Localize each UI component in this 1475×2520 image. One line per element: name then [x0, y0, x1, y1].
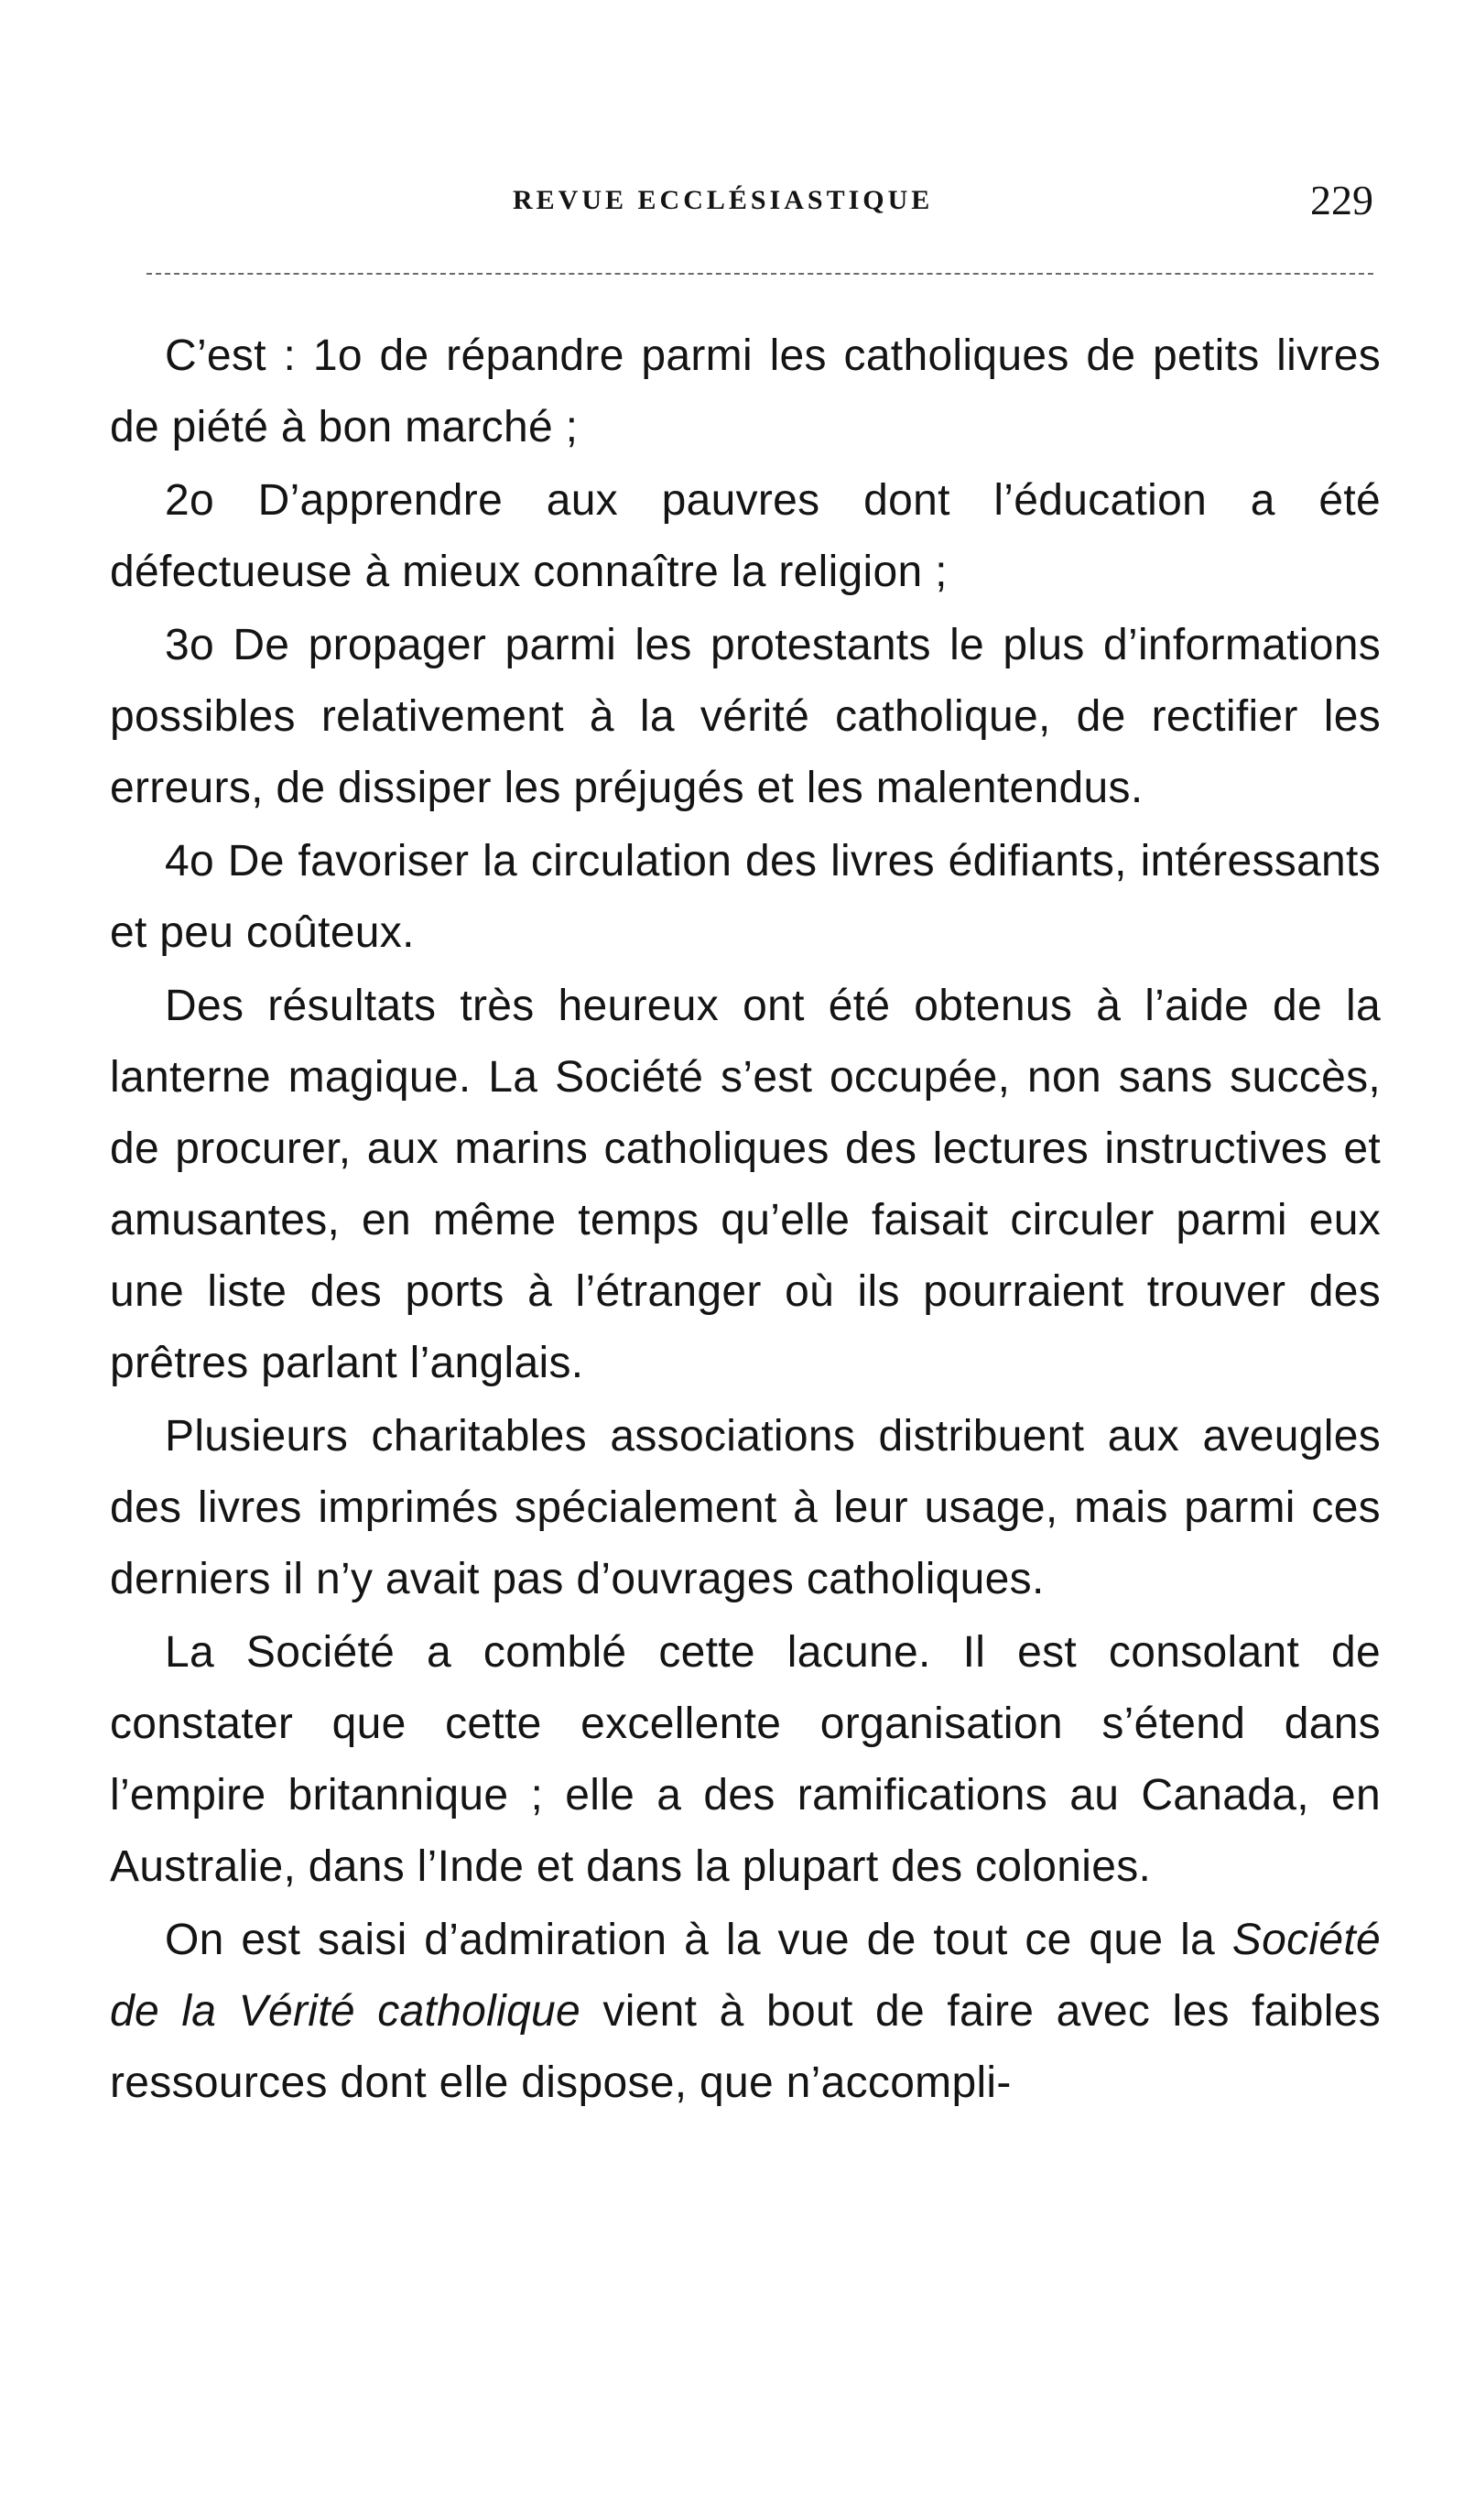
paragraph-last	[110, 1905, 1381, 2119]
paragraph: Plusieurs charitables associations distribuent aux aveugles des livres imprimés spécialement à leur usage, mais parmi ces derniers il n’y avait pas d’ouvrages catholiques.	[110, 1412, 1381, 1603]
page-header	[110, 179, 1373, 234]
page-number: 229	[1310, 177, 1373, 223]
paragraph: 4o De favoriser la circulation des livres édifiants, intéressants et peu coûteux.	[110, 837, 1381, 957]
society-name-italic: Société de la Vérité catholique	[110, 1916, 1381, 2036]
paragraph: La Société a comblé cette lacune. Il est consolant de constater que cette excellente organisation s’étend dans l’empire britannique ; elle a des ramifications au Canada, en Australie, dans l’Inde et dans la plupart des colonies.	[110, 1628, 1381, 1891]
paragraph-text: vient à bout de faire avec les faibles ressources dont elle dispose, que n’accompli-	[110, 1987, 1381, 2107]
paragraph: Des résultats très heureux ont été obtenus à l’aide de la lanterne magique. La Société s’est occupée, non sans succès, de procurer, aux marins catholiques des lectures instructives et amusantes, en même temps qu’elle faisait circuler parmi eux une liste des ports à l’étranger où ils pourraient trouver des prêtres parlant l’anglais.	[110, 982, 1381, 1387]
header-divider	[146, 273, 1373, 275]
paragraph: 3o De propager parmi les protestants le plus d’informations possibles relativement à la vérité catholique, de rectifier les erreurs, de dissiper les préjugés et les malentendus.	[110, 621, 1381, 812]
paragraph: 2o D’apprendre aux pauvres dont l’éducation a été défectueuse à mieux connaître la religion ;	[110, 476, 1381, 596]
running-title: REVUE ECCLÉSIASTIQUE	[513, 185, 934, 215]
paragraph-text: On est saisi d’admiration à la vue de tout ce que la	[165, 1916, 1232, 1964]
paragraph: C’est : 1o de répandre parmi les catholiques de petits livres de piété à bon marché ;	[110, 331, 1381, 451]
body-text	[110, 320, 1381, 2119]
